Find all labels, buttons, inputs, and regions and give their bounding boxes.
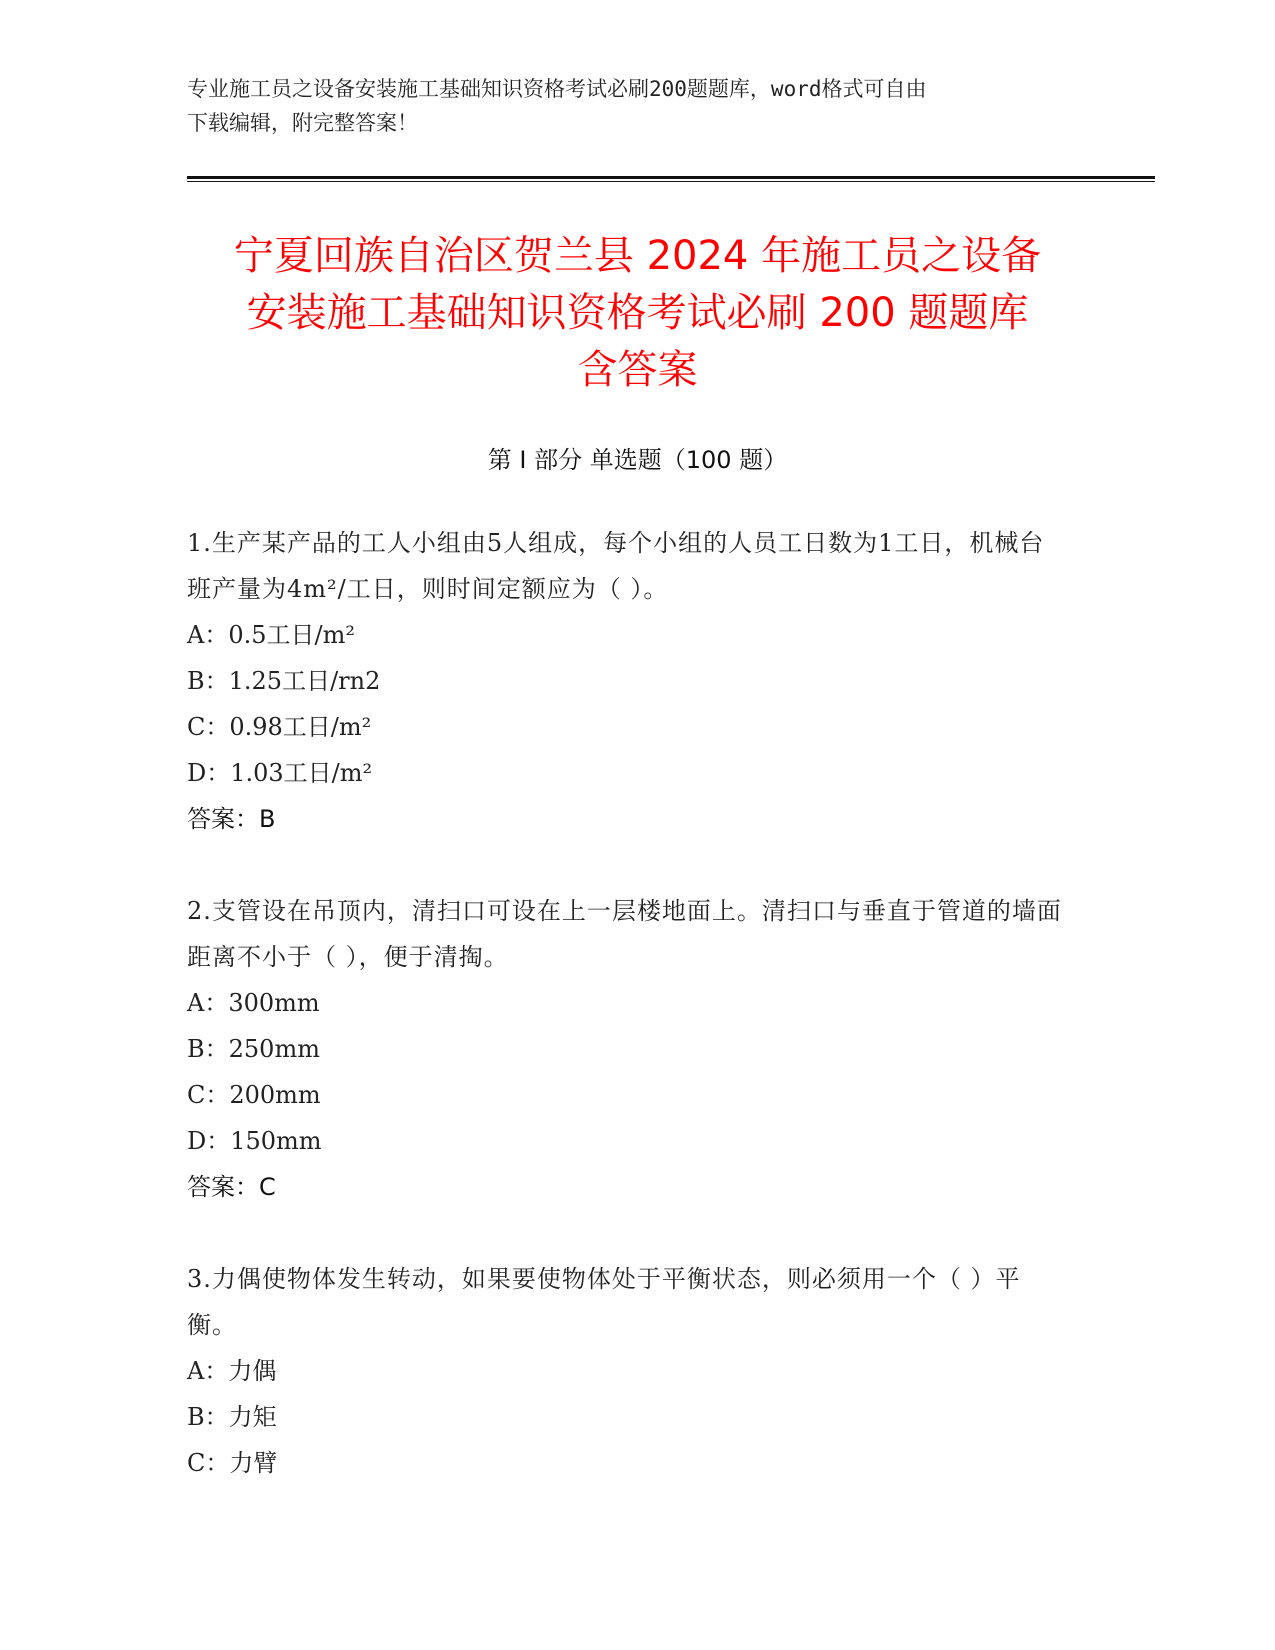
header-divider	[187, 176, 1155, 179]
answer-text: 答案：C	[187, 1173, 276, 1201]
question-item	[187, 520, 1067, 842]
option-b: B：250mm	[187, 1035, 320, 1063]
option-c: C：200mm	[187, 1081, 321, 1109]
title-line: 宁夏回族自治区贺兰县 2024 年施工员之设备	[233, 233, 1042, 279]
header-note	[187, 72, 1087, 140]
question-item	[187, 1256, 1067, 1486]
question-item	[187, 888, 1067, 1210]
section-title: 第 I 部分 单选题（100 题）	[487, 446, 788, 474]
option-c: C：力臂	[187, 1449, 278, 1477]
header-note-line: 下载编辑，附完整答案！	[187, 111, 418, 135]
question-stem: 1.生产某产品的工人小组由5人组成，每个小组的人员工日数为1工日，机械台班产量为4m²/工日，则时间定额应为（ ）。	[187, 529, 1045, 603]
option-d: D：1.03工日/m²	[187, 759, 373, 787]
header-divider-thin	[187, 181, 1155, 182]
question-stem: 2.支管设在吊顶内，清扫口可设在上一层楼地面上。清扫口与垂直于管道的墙面距离不小于（ ），便于清掏。	[187, 897, 1062, 971]
question-stem: 3.力偶使物体发生转动，如果要使物体处于平衡状态，则必须用一个（ ）平衡。	[187, 1265, 1021, 1339]
answer-text: 答案：B	[187, 805, 276, 833]
option-d: D：150mm	[187, 1127, 322, 1155]
option-a: A：0.5工日/m²	[187, 621, 355, 649]
option-b: B：力矩	[187, 1403, 277, 1431]
question-list	[187, 520, 1067, 1532]
option-a: A：300mm	[187, 989, 320, 1017]
title-line: 安装施工基础知识资格考试必刷 200 题题库	[246, 290, 1029, 336]
title-line: 含答案	[577, 347, 698, 393]
option-a: A：力偶	[187, 1357, 277, 1385]
option-b: B：1.25工日/rn2	[187, 667, 381, 695]
header-note-line: 专业施工员之设备安装施工基础知识资格考试必刷200题题库，word格式可自由	[187, 77, 927, 101]
option-c: C：0.98工日/m²	[187, 713, 372, 741]
document-title	[160, 228, 1115, 399]
